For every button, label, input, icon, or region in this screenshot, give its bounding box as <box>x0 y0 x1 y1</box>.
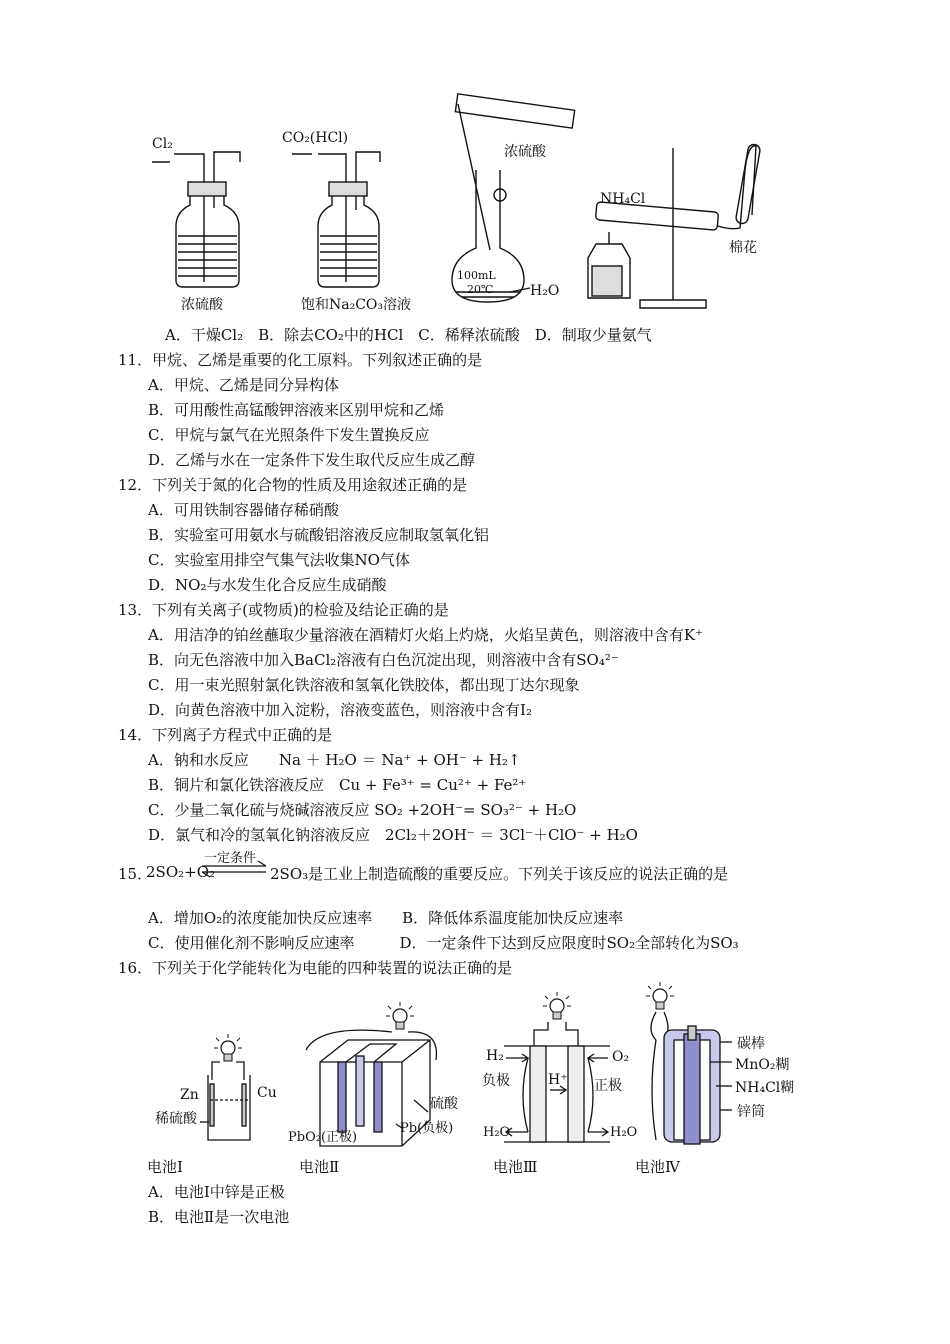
q16-option-a: A．电池Ⅰ中锌是正极 <box>148 1183 285 1201</box>
battery-4-caption: 电池Ⅳ <box>635 1158 680 1176</box>
flask-temp-label: 20℃ <box>467 283 494 296</box>
battery-2-pb-label: Pb(负极) <box>400 1121 454 1136</box>
battery-3-h2o-right-label: H₂O <box>610 1125 638 1140</box>
question-16-stem: 16．下列关于化学能转化为电能的四种装置的说法正确的是 <box>118 959 513 977</box>
option-a: A．钠和水反应 Na ＋ H₂O ＝ Na⁺ + OH⁻ + H₂↑ <box>148 751 521 769</box>
options-row-1: A．增加O₂的浓度能加快反应速率 B．降低体系温度能加快反应速率 <box>148 909 624 927</box>
flask-volume-label: 100mL <box>457 269 496 282</box>
battery-1-zn-label: Zn <box>180 1087 199 1103</box>
battery-3-drawing <box>504 992 610 1142</box>
battery-3-h2o-left-label: H₂O <box>483 1125 511 1140</box>
battery-3-neg-label: 负极 <box>482 1073 510 1089</box>
q10-options: A．干燥Cl₂ B．除去CO₂中的HCl C．稀释浓硫酸 D．制取少量氨气 <box>165 326 652 344</box>
option-b: B．实验室可用氨水与硫酸铝溶液反应制取氢氧化铝 <box>148 526 490 544</box>
battery-2-caption: 电池Ⅱ <box>299 1158 340 1176</box>
equation-condition: 一定条件 <box>204 851 257 866</box>
cotton-label: 棉花 <box>729 240 757 256</box>
q16-option-b: B．电池Ⅱ是一次电池 <box>148 1208 290 1226</box>
battery-3-hplus-label: H⁺ <box>548 1072 568 1088</box>
battery-4-nh4cl-label: NH₄Cl糊 <box>735 1080 795 1096</box>
option-a: A．可用铁制容器储存稀硝酸 <box>148 501 339 519</box>
option-c: C．甲烷与氯气在光照条件下发生置换反应 <box>148 426 430 444</box>
option-a: A．用洁净的铂丝蘸取少量溶液在酒精灯火焰上灼烧，火焰呈黄色，则溶液中含有K⁺ <box>148 626 703 644</box>
question-stem: 12．下列关于氮的化合物的性质及用途叙述正确的是 <box>118 476 468 494</box>
bottle1-caption: 浓硫酸 <box>181 297 223 313</box>
nh4cl-label: NH₄Cl <box>600 191 646 207</box>
battery-3-h2-label: H₂ <box>486 1048 504 1064</box>
option-d: D．向黄色溶液中加入淀粉，溶液变蓝色，则溶液中含有I₂ <box>148 701 532 719</box>
option-d: D．氯气和冷的氢氧化钠溶液反应 2Cl₂＋2OH⁻ ＝ 3Cl⁻＋ClO⁻ + H₂O <box>148 826 638 844</box>
battery-3-caption: 电池Ⅲ <box>493 1158 538 1176</box>
question-stem: 14．下列离子方程式中正确的是 <box>118 726 333 744</box>
option-b: B．可用酸性高锰酸钾溶液来区别甲烷和乙烯 <box>148 401 445 419</box>
equation-right: 2SO₃是工业上制造硫酸的重要反应。下列关于该反应的说法正确的是 <box>270 865 729 883</box>
battery-3-pos-label: 正极 <box>594 1078 622 1094</box>
battery-4-drawing <box>646 982 732 1144</box>
option-a: A．甲烷、乙烯是同分异构体 <box>148 376 339 394</box>
options-row-2: C．使用催化剂不影响反应速率 D．一定条件下达到反应限度时SO₂全部转化为SO₃ <box>148 934 739 952</box>
battery-2-pbo2-label: PbO₂(正极) <box>288 1130 358 1145</box>
battery-4-zinc-label: 锌筒 <box>737 1104 765 1120</box>
battery-1-acid-label: 稀硫酸 <box>155 1111 197 1127</box>
question-stem: 11．甲烷、乙烯是重要的化工原料。下列叙述正确的是 <box>118 351 483 369</box>
battery-4-mno2-label: MnO₂糊 <box>735 1057 790 1073</box>
cl2-inlet-label: Cl₂ <box>152 136 173 152</box>
battery-1-drawing <box>200 1034 250 1140</box>
battery-4-rod-label: 碳棒 <box>737 1036 765 1052</box>
water-label: H₂O <box>530 283 560 299</box>
bottle2-caption: 饱和Na₂CO₃溶液 <box>301 297 412 313</box>
option-b: B．向无色溶液中加入BaCl₂溶液有白色沉淀出现，则溶液中含有SO₄²⁻ <box>148 651 619 669</box>
co2-inlet-label: CO₂(HCl) <box>282 130 349 146</box>
option-d: D．乙烯与水在一定条件下发生取代反应生成乙醇 <box>148 451 476 469</box>
option-b: B．铜片和氯化铁溶液反应 Cu + Fe³⁺ = Cu²⁺ + Fe²⁺ <box>148 776 527 794</box>
option-c: C．用一束光照射氯化铁溶液和氢氧化铁胶体，都出现丁达尔现象 <box>148 676 580 694</box>
battery-3-o2-label: O₂ <box>612 1049 630 1065</box>
question-number: 15． <box>118 865 153 883</box>
battery-1-caption: 电池Ⅰ <box>147 1158 183 1176</box>
equation-left: 2SO₂+O₂ <box>146 863 216 881</box>
option-c: C．少量二氧化硫与烧碱溶液反应 SO₂ +2OH⁻= SO₃²⁻ + H₂O <box>148 801 577 819</box>
option-c: C．实验室用排空气集气法收集NO气体 <box>148 551 410 569</box>
question-stem: 13．下列有关离子(或物质)的检验及结论正确的是 <box>118 601 449 619</box>
acid-label-top: 浓硫酸 <box>504 144 546 160</box>
option-d: D．NO₂与水发生化合反应生成硝酸 <box>148 576 387 594</box>
battery-2-acid-label: 硫酸 <box>430 1096 458 1112</box>
battery-1-cu-label: Cu <box>257 1085 277 1101</box>
